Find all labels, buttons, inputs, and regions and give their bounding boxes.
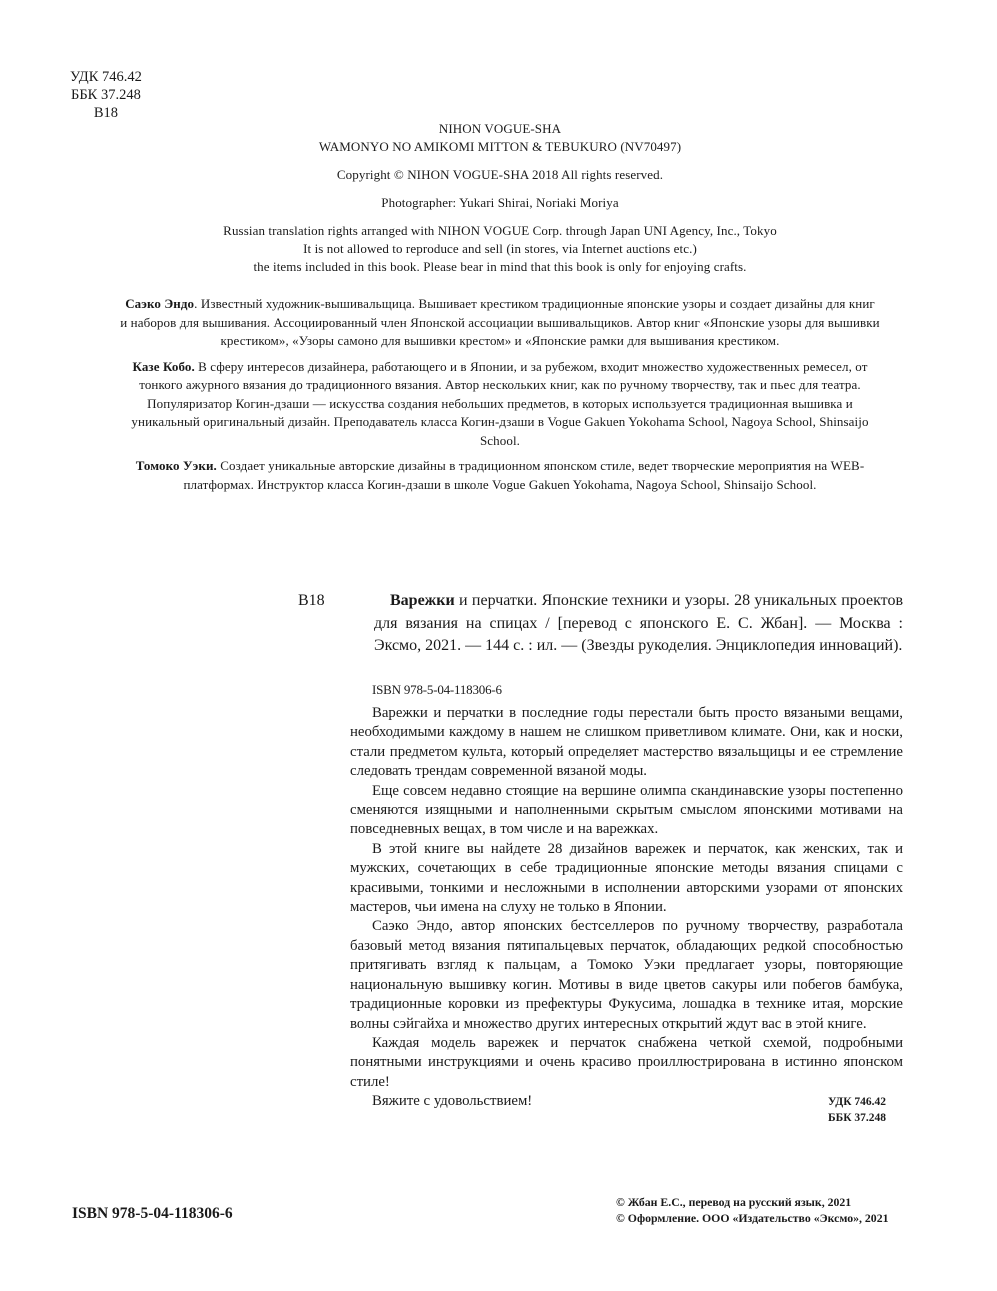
- credits-block: [120, 120, 880, 276]
- udk-code: УДК 746.42: [828, 1096, 887, 1108]
- catalog-entry-text: и перчатки. Японские техники и узоры. 28 уникальных проектов для вязания на спицах / [перевод с японского Е. С. Жбан]. — Москва : Эксмо, 2021. — 144 с. : ил. — (Звезды рукоделия. Энциклопедия инноваций).: [374, 592, 903, 654]
- classification-top: [70, 68, 142, 122]
- bbk-code: ББК 37.248: [828, 1112, 887, 1124]
- catalog-title-bold: Варежки: [390, 592, 455, 609]
- catalog-code: В18: [298, 592, 325, 609]
- bio-name: Саэко Эндо: [125, 296, 195, 311]
- bio-text: . Известный художник-вышивальщица. Вышивает крестиком традиционные японские узоры и создает дизайны для книг и наборов для вышивания. Ассоциированный член Японской ассоциации вышивальщиков. Автор книг «Японские узоры для вышивки крестиком», «Узоры самоно для вышивки крестом» и «Японские рамки для вышивания крестиком.: [120, 296, 880, 348]
- author-mark: В18: [93, 105, 119, 121]
- bbk-code: ББК 37.248: [71, 87, 141, 103]
- translation-copyright: © Жбан Е.С., перевод на русский язык, 2021: [616, 1195, 852, 1209]
- rights-line: the items included in this book. Please bear in mind that this book is only for enjoying crafts.: [253, 259, 747, 274]
- rights-line: Russian translation rights arranged with NIHON VOGUE Corp. through Japan UNI Agency, Inc., Tokyo: [223, 223, 777, 238]
- isbn-bottom: ISBN 978-5-04-118306-6: [72, 1205, 233, 1222]
- annotation-paragraph: В этой книге вы найдете 28 дизайнов варежек и перчаток, как женских, так и мужских, сочетающих в себе традиционные японские методы вязания спицами с красивыми, тонкими и несложными в исполнении авторскими узорами от японских мастеров, чьи имена на слуху не только в Японии.: [350, 840, 903, 916]
- original-title: WAMONYO NO AMIKOMI MITTON & TEBUKURO (NV70497): [318, 139, 682, 154]
- bio-text: Создает уникальные авторские дизайны в традиционном японском стиле, ведет творческие мероприятия на WEB-платформах. Инструктор класса Когин-дзаши в школе Vogue Gakuen Yokohama, Nagoya School, Shinsaijo School.: [183, 458, 865, 492]
- bio-tomoko-ueki: [120, 457, 880, 494]
- bio-text: В сферу интересов дизайнера, работающего и в Японии, и за рубежом, входит множество художественных ремесел, от тонкого ажурного вязания до традиционного вязания. Автор нескольких книг, как по ручному творчеству, так и пьес для театра. Популяризатор Когин-дзаши — искусства создания небольших предметов, в которых используется традиционная вышивка и уникальный оригинальный дизайн. Преподаватель класса Когин-дзаши в Vogue Gakuen Yokohama School, Nagoya School, Shinsaijo School.: [131, 358, 869, 448]
- udk-code: УДК 746.42: [70, 69, 142, 85]
- rights-line: It is not allowed to reproduce and sell (in stores, via Internet auctions etc.): [303, 241, 697, 256]
- catalog-entry: [298, 590, 903, 658]
- classification-bottom: [828, 1094, 886, 1126]
- bio-kaze-kobo: [120, 358, 880, 451]
- copyright-bottom: [616, 1194, 889, 1226]
- annotation-paragraph: Вяжите с удовольствием!: [372, 1093, 533, 1110]
- annotation: [350, 704, 903, 1112]
- photographer-line: Photographer: Yukari Shirai, Noriaki Moriya: [381, 195, 619, 210]
- copyright-line: Copyright © NIHON VOGUE-SHA 2018 All rights reserved.: [336, 167, 664, 182]
- author-bios: [120, 295, 880, 501]
- annotation-paragraph: Каждая модель варежек и перчаток снабжена четкой схемой, подробными понятными инструкциями и очень красиво проиллюстрирована в истинно японском стиле!: [350, 1034, 903, 1090]
- annotation-paragraph: Саэко Эндо, автор японских бестселлеров по ручному творчеству, разработала базовый метод вязания пятипальцевых перчаток, обладающих редкой способностью притягивать взгляд к пальцам, а Томоко Уэки предлагает узоры, повторяющие национальную вышивку когин. Мотивы в виде цветов сакуры или побегов бамбука, традиционные коровки из префектуры Фукусима, лошадка в технике итая, морские волны сэйгайха и множество других интересных открытий ждут вас в этой книге.: [350, 918, 903, 1032]
- bio-name: Казе Кобо.: [132, 358, 195, 374]
- catalog-isbn: ISBN 978-5-04-118306-6: [372, 682, 502, 697]
- catalog-description: [374, 590, 903, 658]
- annotation-paragraph: Еще совсем недавно стоящие на вершине олимпа скандинавские узоры постепенно сменяются изящными и наполненными скрытым смыслом японскими мотивами на повседневных вещах, в том числе и на варежках.: [350, 782, 903, 838]
- bio-name: Томоко Уэки.: [135, 458, 217, 473]
- publisher-name: NIHON VOGUE-SHA: [438, 121, 562, 136]
- bio-saeko-endo: [120, 295, 880, 351]
- design-copyright: © Оформление. ООО «Издательство «Эксмо», 2021: [616, 1211, 889, 1225]
- annotation-paragraph: Варежки и перчатки в последние годы перестали быть просто вязаными вещами, необходимыми каждому в нашем не слишком приветливом климате. Они, как и носки, стали предметом культа, который определяет мастерство вязальщицы и ее стремление следовать трендам современной вязаной моды.: [350, 705, 903, 780]
